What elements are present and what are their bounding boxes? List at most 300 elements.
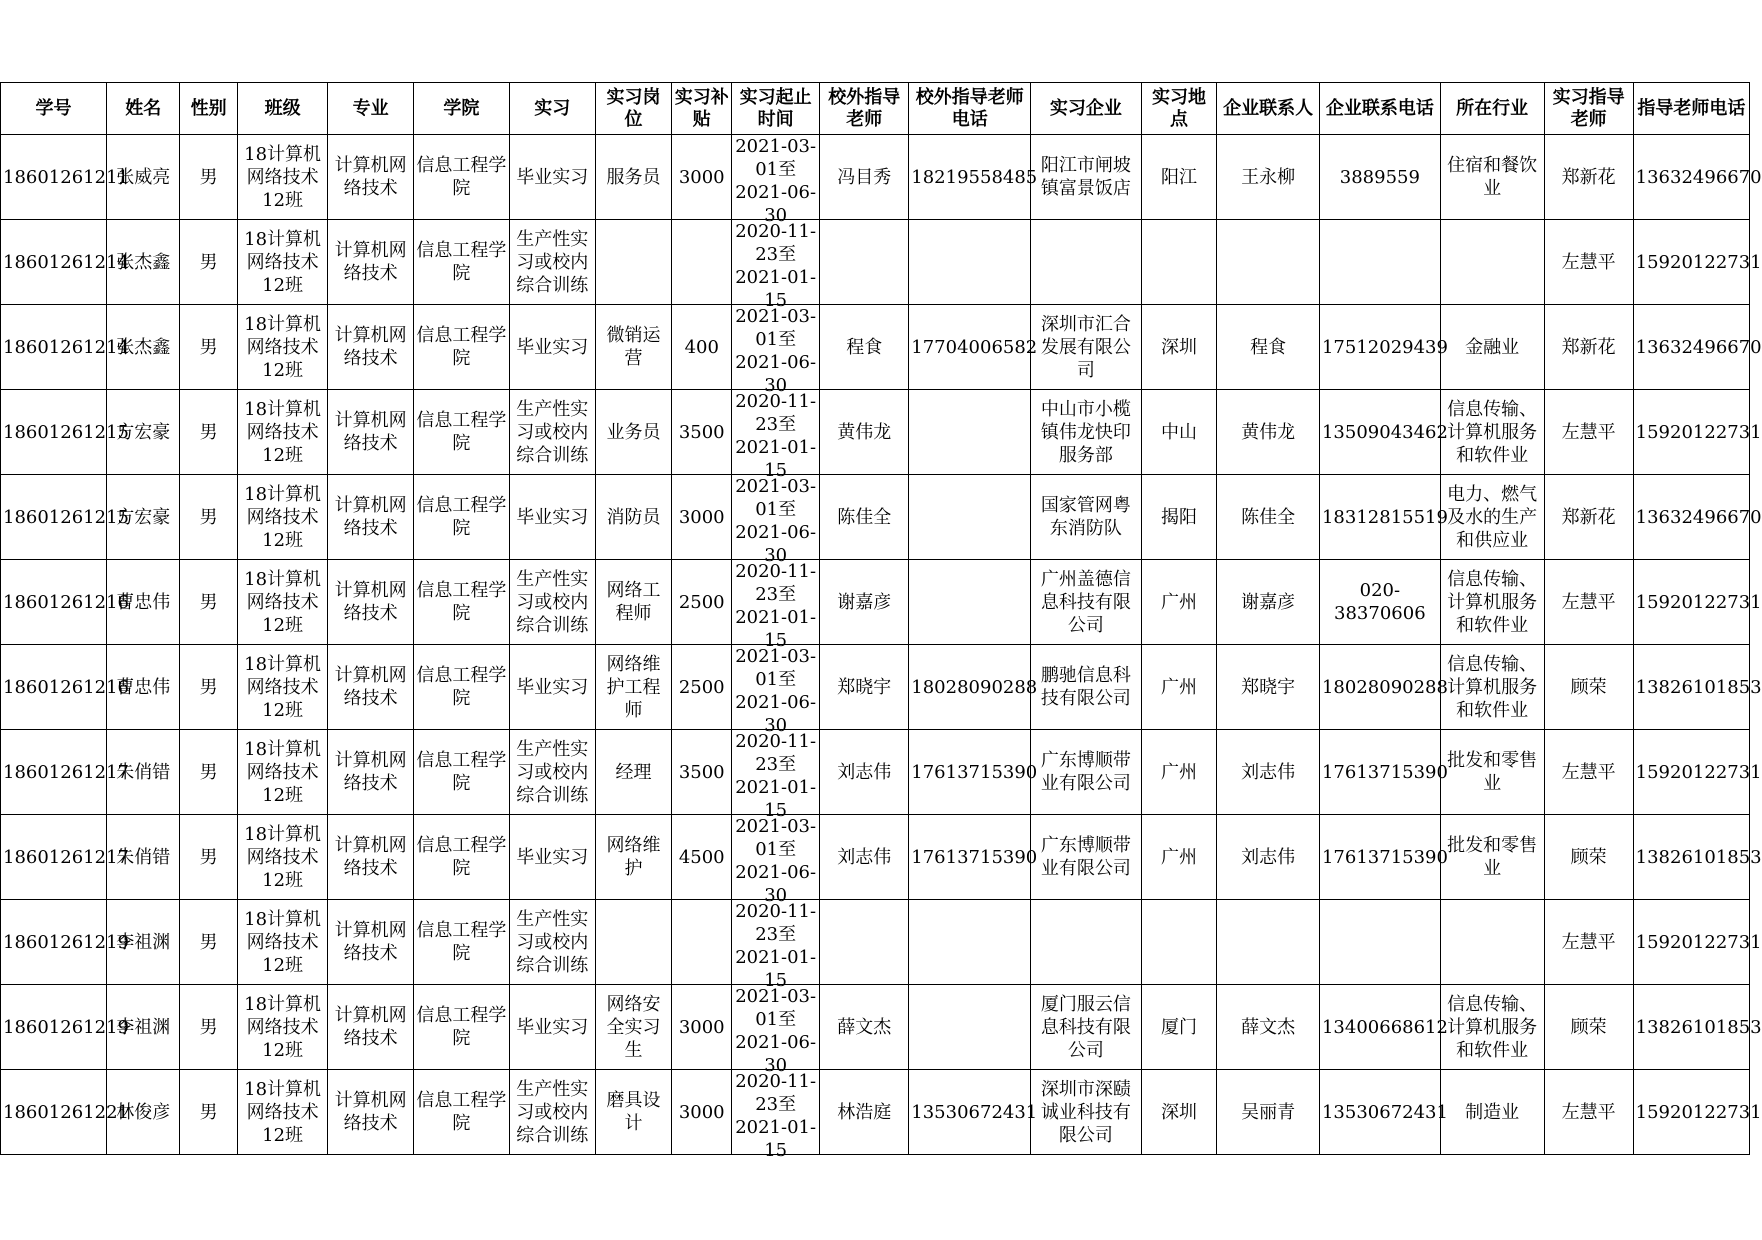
cell-student-id xyxy=(1,730,129,815)
internship-table xyxy=(0,82,1762,1161)
cell-company-contact xyxy=(1217,560,1320,645)
cell-text: 男 xyxy=(199,1101,218,1123)
cell-internship-type xyxy=(509,305,595,390)
cell-period xyxy=(732,730,820,821)
cell-external-tutor xyxy=(820,390,909,475)
cell-text: 2021-03-01至2021-06-30 xyxy=(735,816,817,906)
cell-text: 信息工程学院 xyxy=(416,495,507,539)
cell-text: 郑新花 xyxy=(1561,166,1616,188)
cell-text: 3500 xyxy=(678,421,725,443)
cell-student-id xyxy=(1,1070,129,1155)
cell-text: 3000 xyxy=(678,1016,725,1038)
cell-name xyxy=(107,645,180,730)
cell-name xyxy=(107,900,180,985)
cell-position xyxy=(595,475,672,560)
cell-industry xyxy=(1440,900,1544,985)
cell-industry xyxy=(1440,390,1544,475)
cell-industry xyxy=(1440,985,1544,1070)
cell-internship-type xyxy=(509,1070,595,1155)
cell-text: 左慧平 xyxy=(1561,421,1616,443)
cell-location xyxy=(1141,645,1217,730)
cell-period xyxy=(732,135,820,226)
cell-text: 18计算机网络技术12班 xyxy=(244,313,322,381)
cell-class xyxy=(237,645,327,730)
cell-text: 男 xyxy=(199,251,218,273)
cell-company-contact xyxy=(1217,730,1320,815)
cell-period xyxy=(732,1070,820,1161)
cell-text: 3000 xyxy=(678,1101,725,1123)
cell-text: 谢嘉彦 xyxy=(837,591,892,613)
cell-name xyxy=(107,305,180,390)
cell-text: 计算机网络技术 xyxy=(334,750,407,794)
cell-text: 信息传输、计算机服务和软件业 xyxy=(1447,398,1538,466)
cell-tutor-phone xyxy=(1633,305,1762,390)
cell-text: 业务员 xyxy=(606,421,661,443)
header-tutor-phone: 指导老师电话 xyxy=(1633,83,1749,135)
cell-internship-type xyxy=(509,900,595,985)
cell-external-tutor-phone xyxy=(909,135,1038,220)
cell-external-tutor xyxy=(820,730,909,815)
cell-text: 左慧平 xyxy=(1561,761,1616,783)
header-subsidy: 实习补贴 xyxy=(672,83,732,135)
table-row xyxy=(1,135,1750,220)
cell-major xyxy=(328,220,414,305)
cell-major xyxy=(328,1070,414,1155)
cell-subsidy xyxy=(672,1070,732,1155)
cell-position xyxy=(595,560,672,645)
cell-text: 微销运营 xyxy=(606,325,661,369)
cell-internship-tutor xyxy=(1544,220,1633,305)
cell-period xyxy=(732,645,820,736)
cell-text: 18028090288 xyxy=(1321,676,1448,698)
cell-text: 男 xyxy=(199,931,218,953)
cell-text: 18计算机网络技术12班 xyxy=(244,228,322,296)
cell-text: 程食 xyxy=(1250,336,1287,358)
cell-text: 方宏豪 xyxy=(116,421,171,443)
cell-period xyxy=(732,390,820,481)
cell-internship-type xyxy=(509,985,595,1070)
cell-text: 磨具设计 xyxy=(606,1090,661,1134)
cell-text: 18601261215 xyxy=(3,506,129,528)
cell-external-tutor-phone xyxy=(909,390,1031,475)
cell-company-phone xyxy=(1319,815,1448,900)
cell-company-phone xyxy=(1319,900,1440,985)
cell-location xyxy=(1141,135,1217,220)
cell-text: 信息工程学院 xyxy=(416,750,507,794)
cell-text: 男 xyxy=(199,676,218,698)
header-external-tutor: 校外指导老师 xyxy=(820,83,909,135)
cell-tutor-phone xyxy=(1633,730,1762,815)
cell-position xyxy=(595,305,672,390)
cell-period xyxy=(732,305,820,396)
cell-subsidy xyxy=(672,475,732,560)
header-gender: 性别 xyxy=(180,83,238,135)
cell-text: 18219558485 xyxy=(911,166,1038,188)
cell-text: 左慧平 xyxy=(1561,931,1616,953)
cell-text: 18计算机网络技术12班 xyxy=(244,993,322,1061)
cell-text: 15920122731 xyxy=(1635,251,1762,273)
cell-text: 男 xyxy=(199,166,218,188)
table-row xyxy=(1,815,1750,900)
cell-text: 18601261211 xyxy=(3,166,129,188)
cell-subsidy xyxy=(672,390,732,475)
cell-company-phone xyxy=(1319,560,1440,645)
cell-text: 18601261214 xyxy=(3,336,129,358)
cell-text: 毕业实习 xyxy=(516,676,589,698)
header-class: 班级 xyxy=(237,83,327,135)
cell-internship-type xyxy=(509,815,595,900)
cell-major xyxy=(328,475,414,560)
table-row xyxy=(1,985,1750,1070)
cell-text: 13826101853 xyxy=(1635,1016,1762,1038)
cell-text: 18601261214 xyxy=(3,251,129,273)
cell-major xyxy=(328,390,414,475)
cell-text: 计算机网络技术 xyxy=(334,665,407,709)
cell-text: 17704006582 xyxy=(911,336,1038,358)
cell-college xyxy=(413,815,509,900)
cell-text: 2021-03-01至2021-06-30 xyxy=(735,476,817,566)
cell-college xyxy=(413,475,509,560)
cell-class xyxy=(237,390,327,475)
cell-class xyxy=(237,815,327,900)
table-row xyxy=(1,305,1750,390)
cell-text: 网络维护 xyxy=(606,835,661,879)
cell-external-tutor xyxy=(820,135,909,220)
cell-text: 毕业实习 xyxy=(516,1016,589,1038)
cell-text: 13826101853 xyxy=(1635,676,1762,698)
cell-tutor-phone xyxy=(1633,220,1762,305)
cell-text: 男 xyxy=(199,591,218,613)
cell-class xyxy=(237,135,327,220)
cell-text: 深圳 xyxy=(1161,1101,1198,1123)
cell-text: 18601261217 xyxy=(3,846,129,868)
cell-text: 深圳市汇合发展有限公司 xyxy=(1040,313,1131,381)
cell-internship-tutor xyxy=(1544,390,1633,475)
cell-industry xyxy=(1440,1070,1544,1155)
cell-subsidy xyxy=(672,135,732,220)
cell-external-tutor xyxy=(820,1070,909,1155)
cell-text: 金融业 xyxy=(1465,336,1520,358)
cell-text: 2021-03-01至2021-06-30 xyxy=(735,306,817,396)
cell-external-tutor-phone xyxy=(909,220,1031,305)
cell-company-phone xyxy=(1319,1070,1448,1155)
header-row xyxy=(1,83,1750,135)
cell-text: 18计算机网络技术12班 xyxy=(244,908,322,976)
cell-internship-tutor xyxy=(1544,135,1633,220)
cell-external-tutor xyxy=(820,305,909,390)
cell-text: 薛文杰 xyxy=(837,1016,892,1038)
cell-company-phone xyxy=(1319,985,1448,1070)
cell-tutor-phone xyxy=(1633,900,1762,985)
cell-company xyxy=(1031,730,1142,815)
cell-text: 17613715390 xyxy=(1321,846,1448,868)
cell-gender xyxy=(180,560,238,645)
cell-internship-tutor xyxy=(1544,985,1633,1070)
cell-text: 13530672431 xyxy=(1321,1101,1448,1123)
cell-text: 网络安全实习生 xyxy=(606,993,661,1061)
cell-text: 生产性实习或校内综合训练 xyxy=(516,398,589,466)
cell-text: 中山 xyxy=(1161,421,1198,443)
cell-text: 男 xyxy=(199,761,218,783)
cell-text: 陈佳全 xyxy=(837,506,892,528)
cell-text: 广州 xyxy=(1161,676,1198,698)
cell-external-tutor-phone xyxy=(909,900,1031,985)
table-row xyxy=(1,560,1750,645)
cell-text: 18计算机网络技术12班 xyxy=(244,653,322,721)
cell-text: 信息工程学院 xyxy=(416,325,507,369)
cell-student-id xyxy=(1,475,129,560)
cell-text: 2020-11-23至2021-01-15 xyxy=(735,731,817,821)
cell-text: 计算机网络技术 xyxy=(334,325,407,369)
cell-text: 计算机网络技术 xyxy=(334,580,407,624)
cell-text: 毕业实习 xyxy=(516,506,589,528)
cell-gender xyxy=(180,985,238,1070)
cell-text: 15920122731 xyxy=(1635,931,1762,953)
cell-company-contact xyxy=(1217,645,1320,730)
cell-period xyxy=(732,475,820,566)
cell-company xyxy=(1031,900,1142,985)
cell-location xyxy=(1141,815,1217,900)
cell-major xyxy=(328,560,414,645)
cell-industry xyxy=(1440,220,1544,305)
cell-text: 揭阳 xyxy=(1161,506,1198,528)
cell-industry xyxy=(1440,135,1544,220)
cell-name xyxy=(107,815,180,900)
cell-position xyxy=(595,730,672,815)
cell-position xyxy=(595,220,672,305)
cell-company-phone xyxy=(1319,645,1448,730)
cell-company-contact xyxy=(1217,900,1320,985)
cell-external-tutor xyxy=(820,985,909,1070)
cell-company-contact xyxy=(1217,815,1320,900)
cell-external-tutor-phone xyxy=(909,1070,1038,1155)
cell-text: 广州 xyxy=(1161,846,1198,868)
cell-text: 生产性实习或校内综合训练 xyxy=(516,908,589,976)
cell-text: 2020-11-23至2021-01-15 xyxy=(735,1071,817,1161)
cell-text: 2021-03-01至2021-06-30 xyxy=(735,136,817,226)
header-company: 实习企业 xyxy=(1031,83,1142,135)
cell-text: 2500 xyxy=(678,676,725,698)
cell-company-contact xyxy=(1217,1070,1320,1155)
cell-company xyxy=(1031,985,1142,1070)
cell-text: 计算机网络技术 xyxy=(334,835,407,879)
cell-text: 住宿和餐饮业 xyxy=(1447,155,1538,199)
cell-text: 广东博顺带业有限公司 xyxy=(1040,835,1131,879)
header-name: 姓名 xyxy=(107,83,180,135)
cell-text: 3889559 xyxy=(1339,166,1420,188)
header-student-id: 学号 xyxy=(1,83,107,135)
cell-name xyxy=(107,1070,180,1155)
cell-gender xyxy=(180,1070,238,1155)
cell-external-tutor-phone xyxy=(909,730,1038,815)
cell-text: 批发和零售业 xyxy=(1447,835,1538,879)
cell-text: 厦门 xyxy=(1161,1016,1198,1038)
cell-text: 信息工程学院 xyxy=(416,240,507,284)
cell-external-tutor xyxy=(820,900,909,985)
cell-text: 黄伟龙 xyxy=(837,421,892,443)
cell-industry xyxy=(1440,305,1544,390)
cell-text: 2500 xyxy=(678,591,725,613)
cell-text: 17613715390 xyxy=(911,846,1038,868)
cell-name xyxy=(107,560,180,645)
cell-internship-type xyxy=(509,475,595,560)
cell-text: 顾荣 xyxy=(1570,846,1607,868)
cell-student-id xyxy=(1,305,129,390)
cell-name xyxy=(107,475,180,560)
cell-text: 刘志伟 xyxy=(837,761,892,783)
cell-internship-type xyxy=(509,390,595,475)
cell-college xyxy=(413,305,509,390)
cell-text: 生产性实习或校内综合训练 xyxy=(516,568,589,636)
header-internship-tutor: 实习指导老师 xyxy=(1544,83,1633,135)
cell-college xyxy=(413,985,509,1070)
cell-tutor-phone xyxy=(1633,475,1762,560)
cell-tutor-phone xyxy=(1633,1070,1762,1155)
cell-gender xyxy=(180,475,238,560)
cell-text: 毕业实习 xyxy=(516,166,589,188)
cell-text: 生产性实习或校内综合训练 xyxy=(516,1078,589,1146)
cell-text: 15920122731 xyxy=(1635,761,1762,783)
cell-company xyxy=(1031,390,1142,475)
cell-period xyxy=(732,900,820,991)
cell-company-contact xyxy=(1217,985,1320,1070)
cell-tutor-phone xyxy=(1633,815,1762,900)
cell-subsidy xyxy=(672,815,732,900)
table-body xyxy=(1,135,1762,1161)
cell-text: 信息工程学院 xyxy=(416,920,507,964)
cell-college xyxy=(413,900,509,985)
table-row xyxy=(1,645,1750,730)
cell-company xyxy=(1031,220,1142,305)
cell-industry xyxy=(1440,475,1544,560)
cell-text: 广州 xyxy=(1161,761,1198,783)
cell-text: 刘志伟 xyxy=(837,846,892,868)
cell-text: 冯目秀 xyxy=(837,166,892,188)
cell-text: 生产性实习或校内综合训练 xyxy=(516,738,589,806)
cell-student-id xyxy=(1,900,129,985)
cell-tutor-phone xyxy=(1633,985,1762,1070)
cell-text: 2020-11-23至2021-01-15 xyxy=(735,561,817,651)
cell-text: 左慧平 xyxy=(1561,591,1616,613)
cell-industry xyxy=(1440,560,1544,645)
cell-text: 计算机网络技术 xyxy=(334,920,407,964)
cell-text: 左慧平 xyxy=(1561,251,1616,273)
cell-tutor-phone xyxy=(1633,390,1762,475)
cell-text: 计算机网络技术 xyxy=(334,495,407,539)
cell-text: 2021-03-01至2021-06-30 xyxy=(735,646,817,736)
cell-text: 刘志伟 xyxy=(1241,846,1296,868)
cell-internship-tutor xyxy=(1544,645,1633,730)
cell-text: 广东博顺带业有限公司 xyxy=(1040,750,1131,794)
cell-company-contact xyxy=(1217,135,1320,220)
cell-subsidy xyxy=(672,900,732,985)
cell-class xyxy=(237,900,327,985)
cell-location xyxy=(1141,900,1217,985)
cell-text: 经理 xyxy=(615,761,652,783)
cell-subsidy xyxy=(672,730,732,815)
header-industry: 所在行业 xyxy=(1440,83,1544,135)
cell-period xyxy=(732,815,820,906)
cell-text: 13632496670 xyxy=(1635,506,1762,528)
cell-text: 18312815519 xyxy=(1321,506,1448,528)
cell-text: 18601261219 xyxy=(3,1016,129,1038)
cell-class xyxy=(237,985,327,1070)
cell-major xyxy=(328,135,414,220)
cell-text: 曹忠伟 xyxy=(116,591,171,613)
cell-text: 计算机网络技术 xyxy=(334,240,407,284)
cell-text: 信息工程学院 xyxy=(416,1090,507,1134)
cell-major xyxy=(328,645,414,730)
cell-text: 17512029439 xyxy=(1321,336,1448,358)
cell-college xyxy=(413,220,509,305)
cell-major xyxy=(328,730,414,815)
cell-company xyxy=(1031,475,1142,560)
cell-student-id xyxy=(1,815,129,900)
table-row xyxy=(1,1070,1750,1155)
cell-internship-tutor xyxy=(1544,815,1633,900)
header-major: 专业 xyxy=(328,83,414,135)
cell-location xyxy=(1141,730,1217,815)
cell-text: 鹏驰信息科技有限公司 xyxy=(1040,665,1131,709)
cell-text: 18计算机网络技术12班 xyxy=(244,398,322,466)
cell-location xyxy=(1141,1070,1217,1155)
cell-internship-type xyxy=(509,560,595,645)
cell-text: 男 xyxy=(199,1016,218,1038)
cell-position xyxy=(595,135,672,220)
cell-location xyxy=(1141,985,1217,1070)
cell-text: 厦门服云信息科技有限公司 xyxy=(1040,993,1131,1061)
cell-text: 朱俏错 xyxy=(116,761,171,783)
cell-college xyxy=(413,560,509,645)
cell-text: 男 xyxy=(199,336,218,358)
cell-company-phone xyxy=(1319,730,1448,815)
cell-text: 13400668612 xyxy=(1321,1016,1448,1038)
cell-position xyxy=(595,645,672,730)
cell-text: 13632496670 xyxy=(1635,336,1762,358)
cell-gender xyxy=(180,815,238,900)
cell-position xyxy=(595,985,672,1070)
cell-gender xyxy=(180,135,238,220)
cell-internship-tutor xyxy=(1544,900,1633,985)
cell-text: 广州 xyxy=(1161,591,1198,613)
cell-text: 17613715390 xyxy=(911,761,1038,783)
cell-text: 男 xyxy=(199,506,218,528)
cell-text: 17613715390 xyxy=(1321,761,1448,783)
cell-location xyxy=(1141,560,1217,645)
cell-text: 生产性实习或校内综合训练 xyxy=(516,228,589,296)
cell-text: 020-38370606 xyxy=(1334,580,1426,624)
cell-major xyxy=(328,305,414,390)
cell-text: 薛文杰 xyxy=(1241,1016,1296,1038)
table-header xyxy=(1,83,1750,135)
cell-text: 谢嘉彦 xyxy=(1241,591,1296,613)
cell-company xyxy=(1031,1070,1142,1155)
cell-position xyxy=(595,1070,672,1155)
cell-internship-tutor xyxy=(1544,305,1633,390)
cell-external-tutor-phone xyxy=(909,305,1038,390)
cell-text: 13826101853 xyxy=(1635,846,1762,868)
cell-text: 朱俏错 xyxy=(116,846,171,868)
cell-text: 郑晓宇 xyxy=(1241,676,1296,698)
cell-text: 刘志伟 xyxy=(1241,761,1296,783)
cell-internship-tutor xyxy=(1544,475,1633,560)
cell-text: 计算机网络技术 xyxy=(334,1090,407,1134)
cell-gender xyxy=(180,645,238,730)
cell-internship-type xyxy=(509,220,595,305)
cell-college xyxy=(413,1070,509,1155)
cell-gender xyxy=(180,730,238,815)
cell-external-tutor xyxy=(820,220,909,305)
